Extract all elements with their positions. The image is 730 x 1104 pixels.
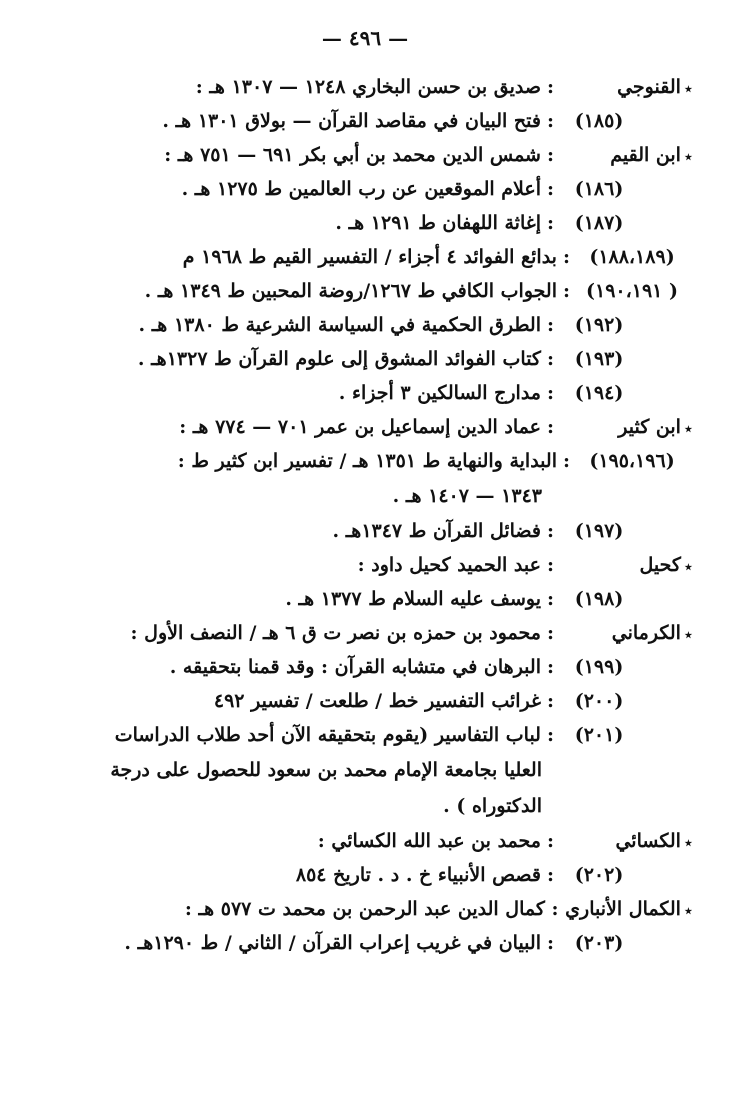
separator-colon: : <box>546 314 554 336</box>
continuation-line <box>32 788 692 824</box>
book-title-text: بدائع الفوائد ٤ أجزاء / التفسير القيم ط ١٩٦٨ م <box>182 246 557 268</box>
entry-number: (١٩٣) <box>574 348 624 370</box>
entry-number: (١٨٨،١٨٩) <box>589 246 675 268</box>
book-entry <box>32 718 692 752</box>
book-title-text: البرهان في متشابه القرآن : وقد قمنا بتحقيقه . <box>169 656 541 678</box>
author-description <box>34 70 554 104</box>
book-entry <box>32 582 692 616</box>
entry-number: (٢٠٢) <box>574 864 624 886</box>
entry-number: (١٩٧) <box>574 520 624 542</box>
separator-colon: : <box>546 144 554 166</box>
book-title-text: فتح البيان في مقاصد القرآن — بولاق ١٣٠١ هـ . <box>162 110 541 132</box>
separator-colon: : <box>562 450 570 472</box>
separator-colon: : <box>546 554 554 576</box>
book-title <box>34 342 554 376</box>
book-title <box>34 104 554 138</box>
asterisk-bullet: ٭ <box>684 836 692 851</box>
entry-number: (١٩٤) <box>574 382 624 404</box>
book-title <box>32 274 570 308</box>
book-entry <box>32 308 692 342</box>
author-name <box>557 70 692 107</box>
entry-number: (١٩٥،١٩٦) <box>589 450 675 472</box>
asterisk-bullet: ٭ <box>684 904 692 919</box>
author-name-text: ابن كثير <box>618 416 681 438</box>
separator-colon: : <box>546 588 554 610</box>
separator-colon: : <box>546 932 554 954</box>
book-title <box>34 514 554 548</box>
author-description-text: محمد بن عبد الله الكسائي : <box>317 830 541 852</box>
author-entry <box>32 70 692 104</box>
book-title-text: غرائب التفسير خط / طلعت / تفسير ٤٩٢ <box>213 690 541 712</box>
author-name <box>557 824 692 861</box>
book-title <box>34 308 554 342</box>
entry-number: (١٨٦) <box>574 178 624 200</box>
author-description-text: صديق بن حسن البخاري ١٢٤٨ — ١٣٠٧ هـ : <box>195 76 541 98</box>
author-name-text: ابن القيم <box>610 144 681 166</box>
entry-number: (٢٠٣) <box>574 932 624 954</box>
author-name <box>557 616 692 653</box>
separator-colon: : <box>546 864 554 886</box>
separator-colon: : <box>546 212 554 234</box>
entry-number: (١٩٨) <box>574 588 624 610</box>
author-entry <box>32 892 692 926</box>
book-entry <box>32 684 692 718</box>
author-name <box>557 410 692 447</box>
book-entry <box>32 206 692 240</box>
author-description-text: شمس الدين محمد بن أبي بكر ٦٩١ — ٧٥١ هـ : <box>164 144 541 166</box>
book-title <box>32 444 570 478</box>
author-description-text: الكمال الأنباري : كمال الدين عبد الرحمن بن محمد ت ٥٧٧ هـ : <box>184 898 681 920</box>
book-title-text: الجواب الكافي ط ١٢٦٧/روضة المحبين ط ١٣٤٩ هـ . <box>144 280 557 302</box>
book-title-text: فضائل القرآن ط ١٣٤٧هـ . <box>332 520 541 542</box>
book-title <box>34 718 554 752</box>
bibliography-list <box>32 70 692 960</box>
book-entry <box>32 172 692 206</box>
author-description-text: محمود بن حمزه بن نصر ت ق ٦ هـ / النصف الأول : <box>130 622 541 644</box>
author-entry <box>32 824 692 858</box>
book-title <box>34 858 554 892</box>
author-name-text: الكسائي <box>615 830 681 852</box>
separator-colon: : <box>546 110 554 132</box>
book-title <box>34 376 554 410</box>
separator-colon: : <box>546 178 554 200</box>
author-description <box>34 138 554 172</box>
book-title-text: الطرق الحكمية في السياسة الشرعية ط ١٣٨٠ هـ . <box>138 314 541 336</box>
book-entry <box>32 444 692 478</box>
separator-colon: : <box>562 280 570 302</box>
author-entry <box>32 410 692 444</box>
book-title-text: قصص الأنبياء خ . د . تاريخ ٨٥٤ <box>295 864 541 886</box>
page-number: — ٤٩٦ — <box>321 26 409 50</box>
book-entry <box>32 926 692 960</box>
book-title <box>34 684 554 718</box>
continuation-line <box>32 752 692 788</box>
separator-colon: : <box>562 246 570 268</box>
entry-number: ( ١٩٠،١٩١) <box>586 280 678 302</box>
author-name-text: القنوجي <box>617 76 681 98</box>
author-entry <box>32 548 692 582</box>
author-description <box>34 410 554 444</box>
author-description <box>32 892 692 929</box>
author-name-text: الكرماني <box>611 622 681 644</box>
book-title-text: لباب التفاسير (يقوم بتحقيقه الآن أحد طلاب الدراسات <box>114 724 541 746</box>
book-title-text: أعلام الموقعين عن رب العالمين ط ١٢٧٥ هـ . <box>181 178 541 200</box>
author-name <box>557 138 692 175</box>
separator-colon: : <box>546 348 554 370</box>
entry-number: (١٩٢) <box>574 314 624 336</box>
separator-colon: : <box>546 520 554 542</box>
book-entry <box>32 858 692 892</box>
asterisk-bullet: ٭ <box>684 150 692 165</box>
book-title <box>34 582 554 616</box>
book-title-text: البيان في غريب إعراب القرآن / الثاني / ط ١٢٩٠هـ . <box>124 932 541 954</box>
separator-colon: : <box>546 382 554 404</box>
separator-colon: : <box>546 656 554 678</box>
book-entry <box>32 104 692 138</box>
book-title <box>34 206 554 240</box>
book-title <box>34 172 554 206</box>
book-title-text: إغاثة اللهفان ط ١٢٩١ هـ . <box>335 212 541 234</box>
asterisk-bullet: ٭ <box>684 82 692 97</box>
author-description <box>34 824 554 858</box>
author-entry <box>32 616 692 650</box>
entry-number: (٢٠٠) <box>574 690 624 712</box>
author-description <box>34 616 554 650</box>
author-description <box>34 548 554 582</box>
separator-colon: : <box>546 416 554 438</box>
author-name-text: كحيل <box>639 554 681 576</box>
continuation-text: ١٣٤٣ — ١٤٠٧ هـ . <box>392 485 542 507</box>
asterisk-bullet: ٭ <box>684 628 692 643</box>
asterisk-bullet: ٭ <box>684 422 692 437</box>
continuation-text: العليا بجامعة الإمام محمد بن سعود للحصول على درجة <box>110 759 542 781</box>
entry-number: (١٨٥) <box>574 110 624 132</box>
asterisk-bullet: ٭ <box>684 560 692 575</box>
book-title-text: البداية والنهاية ط ١٣٥١ هـ / تفسير ابن كثير ط : <box>177 450 557 472</box>
author-description-text: عماد الدين إسماعيل بن عمر ٧٠١ — ٧٧٤ هـ : <box>179 416 541 438</box>
book-entry <box>32 650 692 684</box>
separator-colon: : <box>546 830 554 852</box>
entry-number: (١٩٩) <box>574 656 624 678</box>
separator-colon: : <box>546 724 554 746</box>
book-entry <box>32 376 692 410</box>
continuation-line <box>32 478 692 514</box>
separator-colon: : <box>546 622 554 644</box>
author-description-text: عبد الحميد كحيل داود : <box>357 554 541 576</box>
book-entry <box>32 342 692 376</box>
book-entry <box>32 240 692 274</box>
book-title-text: يوسف عليه السلام ط ١٣٧٧ هـ . <box>285 588 541 610</box>
entry-number: (٢٠١) <box>574 724 624 746</box>
book-title-text: مدارج السالكين ٣ أجزاء . <box>338 382 541 404</box>
separator-colon: : <box>546 76 554 98</box>
book-title-text: كتاب الفوائد المشوق إلى علوم القرآن ط ١٣٢٧هـ . <box>137 348 541 370</box>
continuation-text: الدكتوراه ) . <box>443 795 542 817</box>
author-name <box>557 548 692 585</box>
book-title <box>34 926 554 960</box>
book-title <box>32 240 570 274</box>
book-entry <box>32 274 692 308</box>
entry-number: (١٨٧) <box>574 212 624 234</box>
book-entry <box>32 514 692 548</box>
book-title <box>34 650 554 684</box>
separator-colon: : <box>546 690 554 712</box>
author-entry <box>32 138 692 172</box>
